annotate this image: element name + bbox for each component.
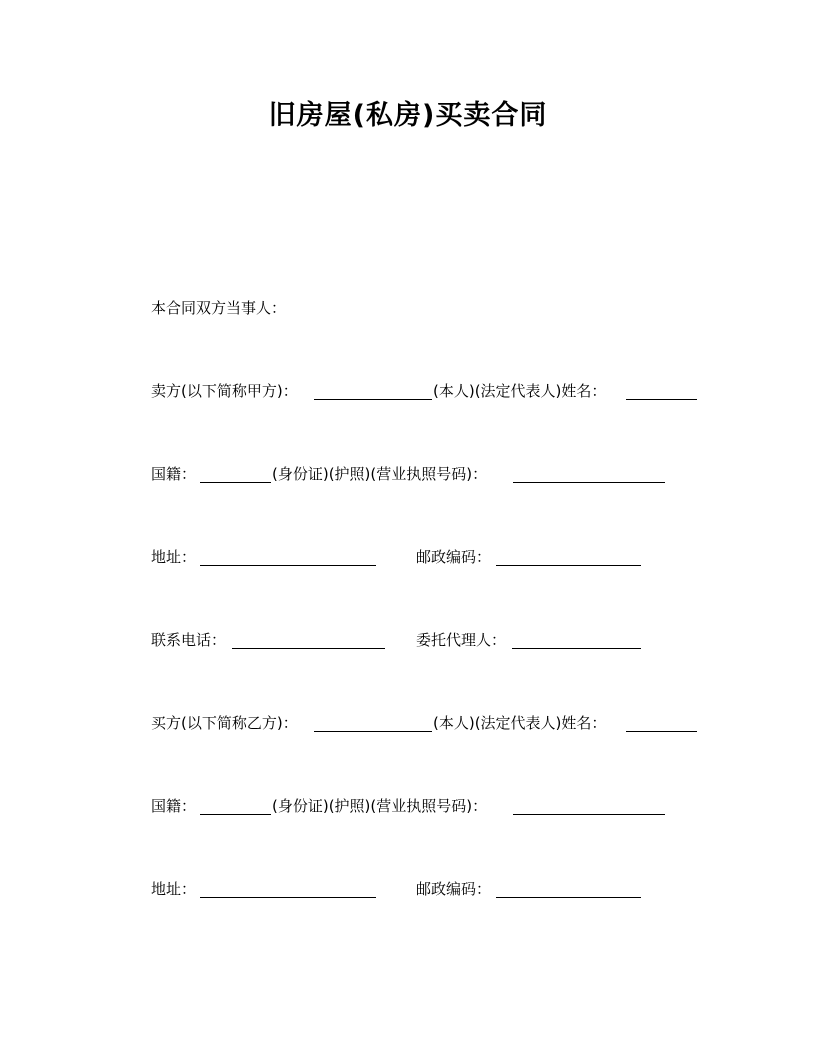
buyer-id-label: (身份证)(护照)(营业执照号码)： (272, 797, 488, 815)
seller-rep-name-blank[interactable] (626, 399, 697, 400)
seller-address-blank[interactable] (200, 565, 376, 566)
buyer-party-line (151, 713, 711, 735)
buyer-address-blank[interactable] (200, 897, 376, 898)
seller-agent-label: 委托代理人： (416, 631, 507, 649)
seller-address-line (151, 547, 711, 569)
buyer-nationality-line (151, 796, 711, 818)
parties-intro: 本合同双方当事人： (151, 299, 287, 317)
seller-nationality-label: 国籍： (151, 465, 197, 483)
seller-party-line (151, 381, 711, 403)
buyer-id-blank[interactable] (513, 814, 665, 815)
buyer-address-label: 地址： (151, 880, 197, 898)
seller-nationality-blank[interactable] (200, 482, 271, 483)
seller-rep-name-label: (本人)(法定代表人)姓名： (433, 382, 607, 400)
buyer-rep-name-label: (本人)(法定代表人)姓名： (433, 714, 607, 732)
seller-agent-blank[interactable] (512, 648, 641, 649)
seller-address-label: 地址： (151, 548, 197, 566)
buyer-nationality-blank[interactable] (200, 814, 271, 815)
buyer-postal-code-label: 邮政编码： (416, 880, 492, 898)
seller-nationality-line (151, 464, 711, 486)
seller-phone-label: 联系电话： (151, 631, 227, 649)
buyer-postal-code-blank[interactable] (496, 897, 641, 898)
seller-party-label: 卖方(以下简称甲方)： (151, 382, 298, 400)
seller-id-label: (身份证)(护照)(营业执照号码)： (272, 465, 488, 483)
seller-phone-blank[interactable] (232, 648, 385, 649)
buyer-nationality-label: 国籍： (151, 797, 197, 815)
seller-postal-code-blank[interactable] (496, 565, 641, 566)
buyer-rep-name-blank[interactable] (626, 731, 697, 732)
seller-id-blank[interactable] (513, 482, 665, 483)
seller-contact-line (151, 630, 711, 652)
seller-postal-code-label: 邮政编码： (416, 548, 492, 566)
buyer-party-name-blank[interactable] (314, 731, 432, 732)
buyer-address-line (151, 879, 711, 901)
buyer-party-label: 买方(以下简称乙方)： (151, 714, 298, 732)
seller-party-name-blank[interactable] (314, 399, 432, 400)
document-title: 旧房屋(私房)买卖合同 (268, 100, 548, 131)
